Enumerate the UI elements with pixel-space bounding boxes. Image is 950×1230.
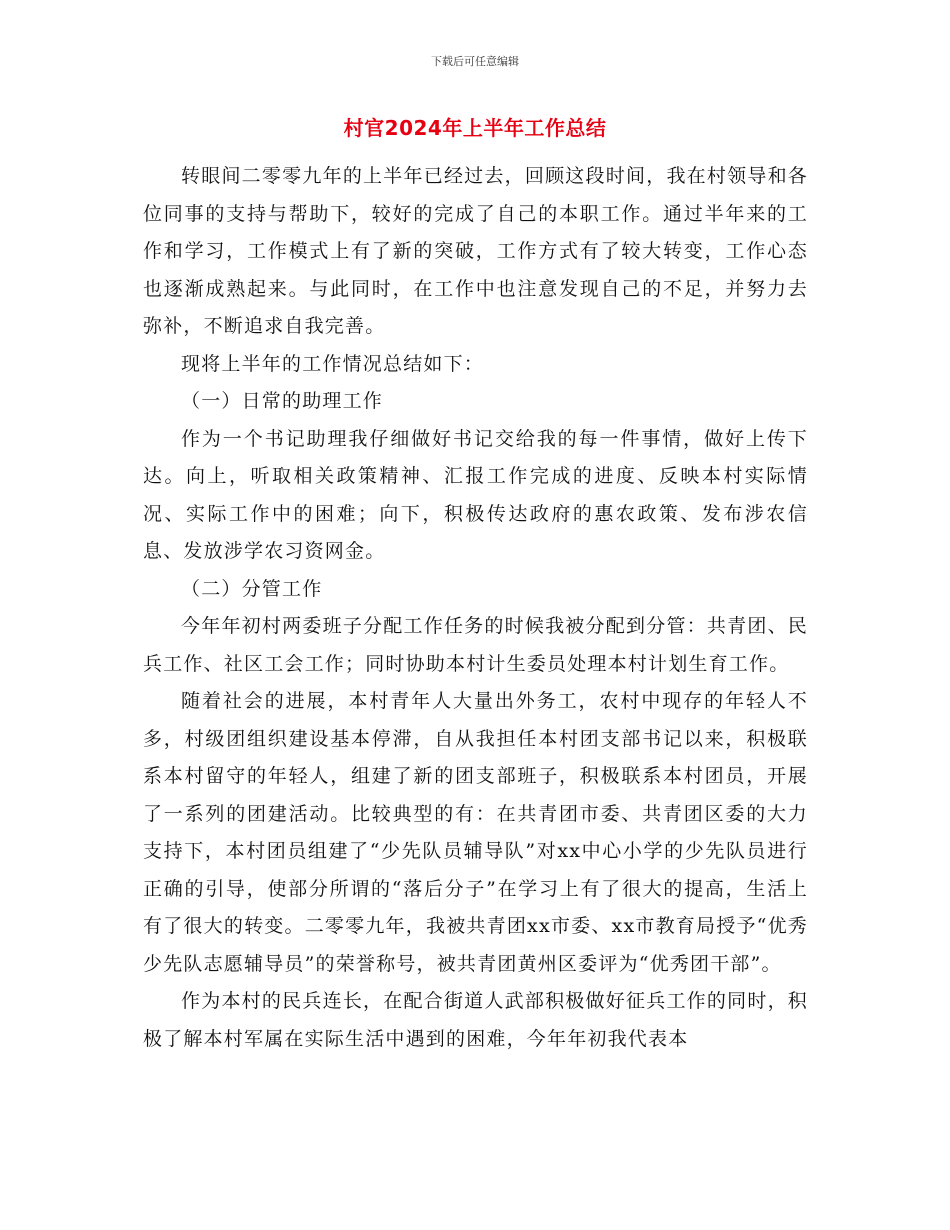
paragraph-militia: 作为本村的民兵连长，在配合街道人武部积极做好征兵工作的同时，积极了解本村军属在实际生活中遇到的困难，今年年初我代表本 bbox=[143, 990, 808, 1050]
paragraph-summary-lead: 现将上半年的工作情况总结如下： bbox=[181, 352, 485, 375]
paragraph-youth-league: 随着社会的进展，本村青年人大量出外务工，农村中现存的年轻人不多，村级团组织建设基本停滞，自从我担任本村团支部书记以来，积极联系本村留守的年轻人，组建了新的团支部班子，积极联系本村团员，开展了一系列的团建活动。比较典型的有：在共青团市委、共青团区委的大力支持下，本村团员组建了“少先队员辅导队”对xx中心小学的少先队员进行正确的引导，使部分所谓的“落后分子”在学习上有了很大的提高，生活上有了很大的转变。二零零九年，我被共青团xx市委、xx市教育局授予“优秀少先队志愿辅导员”的荣誉称号，被共青团黄州区委评为“优秀团干部”。 bbox=[143, 690, 808, 975]
document-title: 村官2024年上半年工作总结 bbox=[343, 116, 607, 140]
paragraph-assistant-work: 作为一个书记助理我仔细做好书记交给我的每一件事情，做好上传下达。向上，听取相关政策精神、汇报工作完成的进度、反映本村实际情况、实际工作中的困难；向下，积极传达政府的惠农政策、发布涉农信息、发放涉学农习资网金。 bbox=[143, 427, 808, 562]
section-heading-daily-assistant-work: （一）日常的助理工作 bbox=[181, 390, 384, 412]
header-note: 下载后可任意编辑 bbox=[431, 55, 519, 68]
paragraph-assignment: 今年年初村两委班子分配工作任务的时候我被分配到分管：共青团、民兵工作、社区工会工作；同时协助本村计生委员处理本村计划生育工作。 bbox=[143, 615, 808, 675]
document-body bbox=[143, 158, 808, 1058]
paragraph-intro: 转眼间二零零九年的上半年已经过去，回顾这段时间，我在村领导和各位同事的支持与帮助下，较好的完成了自己的本职工作。通过半年来的工作和学习，工作模式上有了新的突破，工作方式有了较大转变，工作心态也逐渐成熟起来。与此同时，在工作中也注意发现自己的不足，并努力去弥补，不断追求自我完善。 bbox=[143, 165, 808, 337]
section-heading-managed-work: （二）分管工作 bbox=[181, 577, 323, 600]
